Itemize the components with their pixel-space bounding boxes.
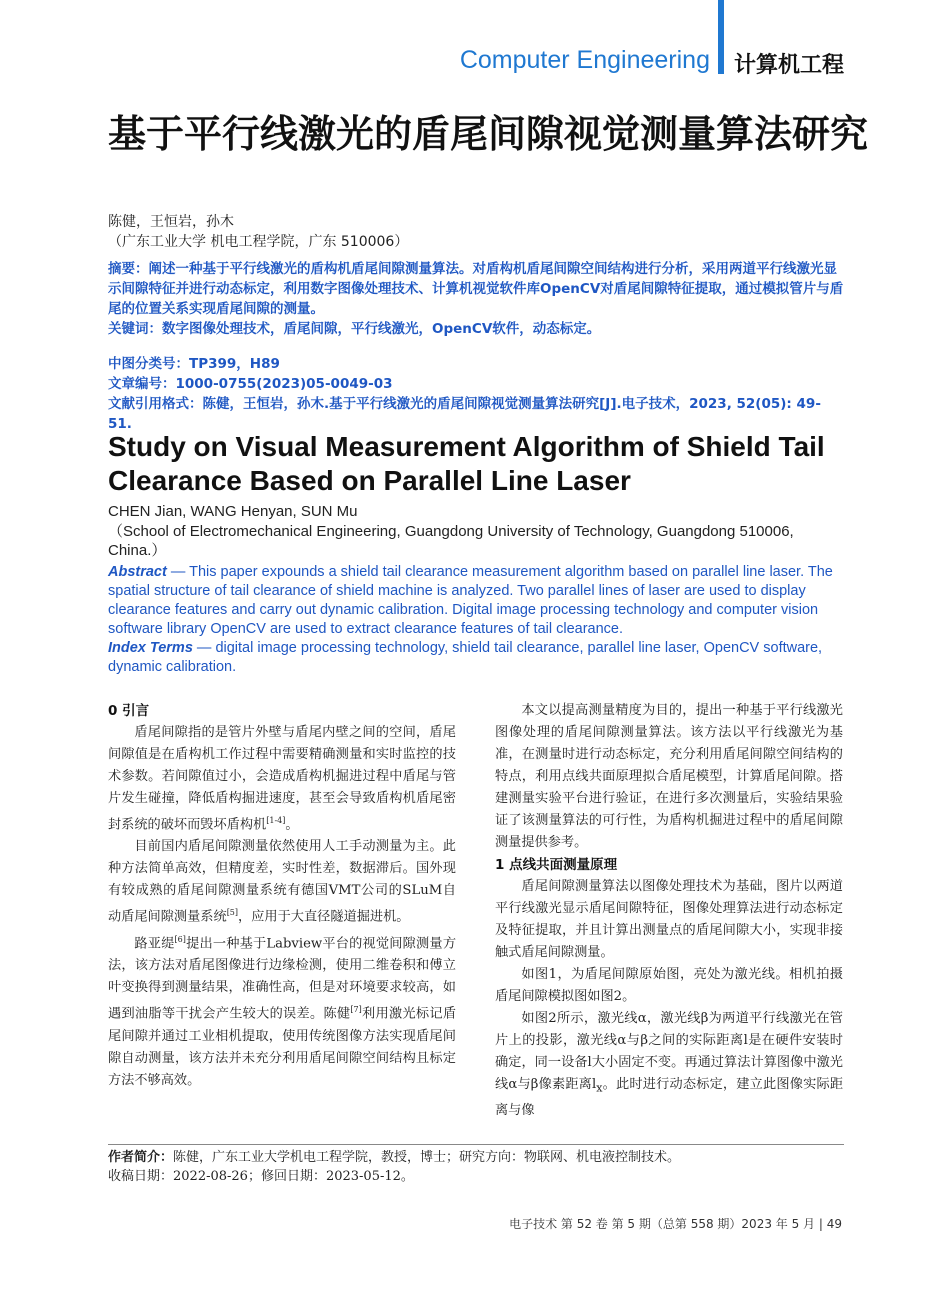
article-number: 文章编号：1000-0755(2023)05-0049-03 (108, 376, 393, 392)
author-info: 陈健，广东工业大学机电工程学院，教授，博士；研究方向：物联网、机电液控制技术。 (173, 1150, 681, 1165)
authors-cn: 陈健，王恒岩，孙木 (108, 214, 234, 230)
citation-ref[interactable]: [7] (350, 1005, 362, 1015)
abstract-cn: 摘要：阐述一种基于平行线激光的盾构机盾尾间隙测量算法。对盾构机盾尾间隙空间结构进行分析，采用两道平行线激光显示间隙特征并进行动态标定，利用数字图像处理技术、计算机视觉软件库OpenCV对盾尾间隙特征提取，通过模拟管片与盾尾的位置关系实现盾尾间隙的测量。 (108, 261, 844, 317)
index-terms-en (108, 639, 844, 677)
footnote (108, 1148, 848, 1186)
paragraph: 如图2所示，激光线α，激光线β为两道平行线激光在管片上的投影，激光线α与β之间的实际距离l是在硬件安装时确定，同一设备l大小固定不变。再通过算法计算图像中激光线α与β像素距离$l_x$。此时进行动态标定，建立此图像实际距离与像 (495, 1011, 844, 1118)
page-title-cn: 基于平行线激光的盾尾间隙视觉测量算法研究 (108, 112, 869, 156)
journal-name-en: Computer Engineering (459, 46, 710, 74)
keywords-cn: 关键词：数字图像处理技术，盾尾间隙，平行线激光，OpenCV软件，动态标定。 (108, 321, 601, 337)
affiliation-cn: （广东工业大学 机电工程学院，广东 510006） (108, 234, 409, 250)
footer-issue: 电子技术 第 52 卷 第 5 期（总第 558 期）2023 年 5 月 (509, 1217, 816, 1231)
citation-ref[interactable]: [6] (174, 934, 186, 944)
journal-name-cn: 计算机工程 (734, 53, 845, 78)
page-number: 49 (826, 1217, 842, 1231)
abstract-en-label: Abstract (108, 564, 167, 580)
paragraph: 盾尾间隙测量算法以图像处理技术为基础，图片以两道平行线激光显示盾尾间隙特征，图像处理算法进行动态标定及特征提取，并且计算出测量点的盾尾间隙大小，实现非接触式盾尾间隙测量。 (495, 879, 843, 960)
citation-ref[interactable]: [1-4] (266, 816, 286, 825)
paragraph: 路亚缇[6]提出一种基于Labview平台的视觉间隙测量方法，该方法对盾尾图像进行边缘检测，使用二维卷积和傅立叶变换得到测量结果，准确性高，但是对环境要求较高，如遇到油脂等干扰会产生较大的误差。陈健[7]利用激光标记盾尾间隙并通过工业相机提取，使用传统图像方法实现盾尾间隙自动测量，该方法并未充分利用盾尾间隙空间结构且标定方法不够高效。 (108, 934, 457, 1088)
affiliation-en: （School of Electromechanical Engineering, Guangdong University of Technology, Guangdong 510006, China.） (108, 523, 794, 559)
page-footer: 电子技术 第 52 卷 第 5 期（总第 558 期）2023 年 5 月 | 49 (509, 1217, 842, 1231)
page-title-en: Study on Visual Measurement Algorithm of Shield Tail Clearance Based on Parallel Line Laser (108, 431, 825, 496)
index-terms-label: Index Terms (108, 640, 193, 656)
abstract-cn-block (108, 259, 844, 339)
index-terms-text: — digital image processing technology, shield tail clearance, parallel line laser, OpenCV software, dynamic calibration. (108, 640, 823, 675)
abstract-en-text: — This paper expounds a shield tail clearance measurement algorithm based on parallel line laser. The spatial structure of tail clearance of shield machine is analyzed. Two parallel lines of laser are used to display clearance features and carry out dynamic calibration. Digital image processing technology and computer vision software library OpenCV are used to extract clearance features of tail clearance. (108, 564, 833, 637)
section-heading-0: 0 引言 (108, 703, 150, 719)
footnote-label: 作者简介： (108, 1150, 174, 1165)
citation-format: 文献引用格式：陈健，王恒岩，孙木.基于平行线激光的盾尾间隙视觉测量算法研究[J].电子技术，2023, 52(05): 49-51. (108, 396, 821, 432)
body-column-right (495, 700, 843, 1122)
received-dates: 收稿日期：2022-08-26；修回日期：2023-05-12。 (108, 1169, 414, 1184)
section-heading-1: 1 点线共面测量原理 (495, 857, 618, 873)
authors-en: CHEN Jian, WANG Henyan, SUN Mu (108, 503, 358, 520)
clc-number: 中图分类号：TP399，H89 (108, 356, 280, 372)
article-meta-cn (108, 354, 844, 434)
paragraph: 本文以提高测量精度为目的，提出一种基于平行线激光图像处理的盾尾间隙测量算法。该方法以平行线激光为基准，在测量时进行动态标定，充分利用盾尾间隙空间结构的特点，利用点线共面原理拟合盾尾模型，计算盾尾间隙。搭建测量实验平台进行验证，在进行多次测量后，实验结果验证了该测量算法的可行性，为盾构机掘进过程中的盾尾间隙测量提供参考。 (495, 703, 843, 850)
paragraph: 目前国内盾尾间隙测量依然使用人工手动测量为主。此种方法简单高效，但精度差，实时性差，数据滞后。国外现有较成熟的盾尾间隙测量系统有德国VMT公司的SLuM自动盾尾间隙测量系统[5]，应用于大直径隧道掘进机。 (108, 839, 456, 925)
abstract-en (108, 563, 844, 639)
header-divider (718, 0, 724, 74)
footnote-divider (108, 1144, 844, 1145)
citation-ref[interactable]: [5] (226, 908, 239, 918)
abstract-en-block (108, 563, 844, 677)
paragraph: 盾尾间隙指的是管片外壁与盾尾内壁之间的空间，盾尾间隙值是在盾构机工作过程中需要精确测量和实时监控的技术参数。若间隙值过小，会造成盾构机掘进过程中盾尾与管片发生碰撞，降低盾构掘进速度，甚至会导致盾构机盾尾密封系统的破坏而毁坏盾构机[1-4]。 (108, 725, 456, 833)
paragraph: 如图1，为盾尾间隙原始图，亮处为激光线。相机拍摄盾尾间隙模拟图如图2。 (495, 967, 843, 1004)
body-column-left (108, 700, 456, 1092)
